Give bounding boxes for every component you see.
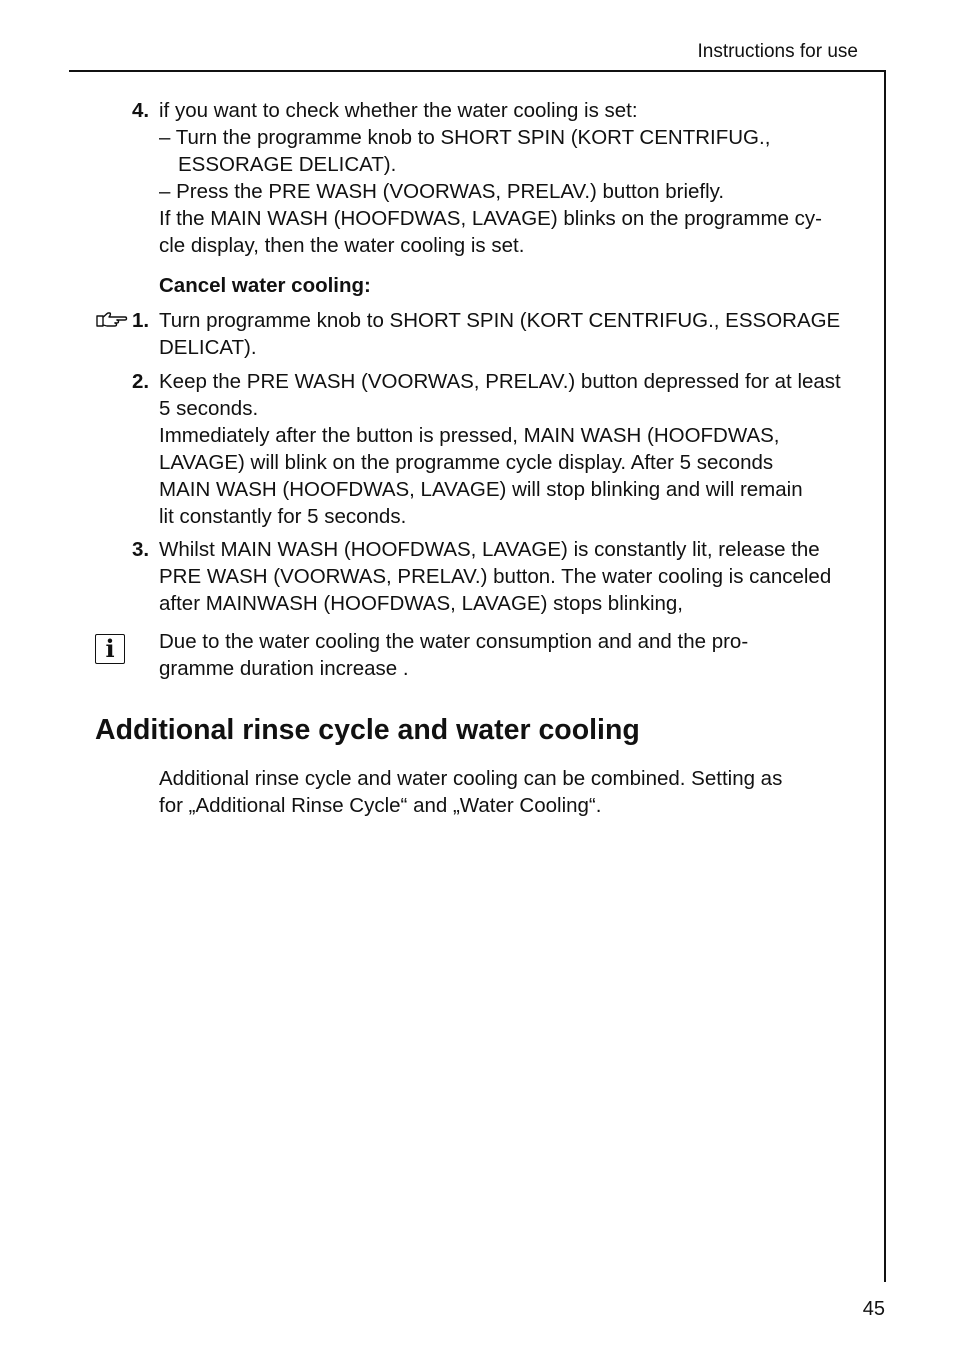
page-header-title: Instructions for use <box>697 41 858 62</box>
step-text-line: – Turn the programme knob to SHORT SPIN (KORT CENTRIFUG., <box>159 126 771 149</box>
step-text-line: lit constantly for 5 seconds. <box>159 505 407 528</box>
header-divider <box>69 70 886 72</box>
step-text-line: after MAINWASH (HOOFDWAS, LAVAGE) stops blinking, <box>159 592 684 615</box>
section-body-line: for „Additional Rinse Cycle“ and „Water Cooling“. <box>159 794 602 817</box>
step-text-line: Whilst MAIN WASH (HOOFDWAS, LAVAGE) is constantly lit, release the <box>159 538 820 561</box>
step-text-line: Turn programme knob to SHORT SPIN (KORT CENTRIFUG., ESSORAGE <box>159 309 841 332</box>
cancel-water-cooling-heading: Cancel water cooling: <box>159 274 371 297</box>
section-heading: Additional rinse cycle and water cooling <box>95 714 640 746</box>
pointing-hand-icon <box>95 309 129 331</box>
step-text-line: if you want to check whether the water cooling is set: <box>159 99 638 122</box>
step-text-line: If the MAIN WASH (HOOFDWAS, LAVAGE) blinks on the programme cy- <box>159 207 822 230</box>
step-text-line: cle display, then the water cooling is set. <box>159 234 525 257</box>
step-text-line: ESSORAGE DELICAT). <box>178 153 397 176</box>
step-text-line: – Press the PRE WASH (VOORWAS, PRELAV.) button briefly. <box>159 180 725 203</box>
step-text-line: DELICAT). <box>159 336 257 359</box>
step-text-line: PRE WASH (VOORWAS, PRELAV.) button. The water cooling is canceled <box>159 565 832 588</box>
right-margin-rule <box>884 70 886 1282</box>
step-number: 1. <box>132 309 150 332</box>
info-icon: i <box>95 634 125 664</box>
step-number: 4. <box>132 99 150 122</box>
page-number: 45 <box>862 1298 885 1320</box>
step-number: 3. <box>132 538 150 561</box>
step-text-line: Immediately after the button is pressed, MAIN WASH (HOOFDWAS, <box>159 424 780 447</box>
step-text-line: 5 seconds. <box>159 397 259 420</box>
info-note-line: Due to the water cooling the water consumption and and the pro- <box>159 630 749 653</box>
step-text-line: LAVAGE) will blink on the programme cycle display. After 5 seconds <box>159 451 774 474</box>
step-number: 2. <box>132 370 150 393</box>
step-text-line: MAIN WASH (HOOFDWAS, LAVAGE) will stop blinking and will remain <box>159 478 803 501</box>
section-body-line: Additional rinse cycle and water cooling can be combined. Setting as <box>159 767 783 790</box>
info-note-line: gramme duration increase . <box>159 657 409 680</box>
step-text-line: Keep the PRE WASH (VOORWAS, PRELAV.) button depressed for at least <box>159 370 841 393</box>
